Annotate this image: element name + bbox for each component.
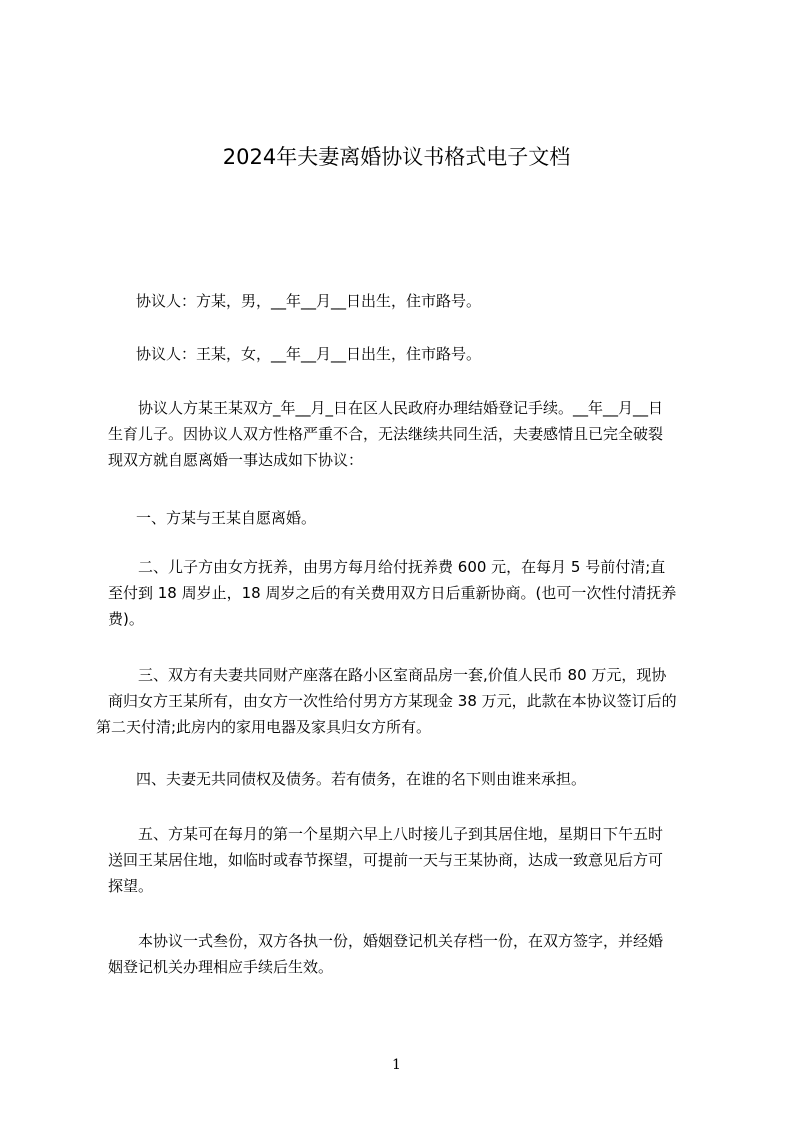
- clause-4: 四、夫妻无共同债权及债务。若有债务，在谁的名下则由谁来承担。: [136, 770, 587, 788]
- clause-5-line-3: 探望。: [108, 877, 154, 895]
- clause-3: [96, 662, 700, 740]
- clause-5-line-1: 五、方某可在每月的第一个星期六早上八时接儿子到其居住地，星期日下午五时: [138, 825, 664, 843]
- closing-line-1: 本协议一式叁份，双方各执一份，婚姻登记机关存档一份，在双方签字，并经婚: [138, 932, 664, 950]
- party2-line: 协议人：王某，女，__年__月__日出生，住市路号。: [136, 345, 482, 363]
- clause-2-line-1: 二、儿子方由女方抚养，由男方每月给付抚养费 600 元，在每月 5 号前付清;直: [138, 558, 666, 576]
- clause-3-line-2: 商归女方王某所有，由女方一次性给付男方方某现金 38 万元，此款在本协议签订后的: [108, 692, 677, 710]
- intro-paragraph: [96, 395, 700, 473]
- clause-2: [96, 554, 700, 632]
- clause-3-line-3: 第二天付清;此房内的家用电器及家具归女方所有。: [96, 718, 432, 736]
- clause-3-line-1: 三、双方有夫妻共同财产座落在路小区室商品房一套,价值人民币 80 万元，现协: [138, 666, 667, 684]
- clause-5-line-2: 送回王某居住地，如临时或春节探望，可提前一天与王某协商，达成一致意见后方可: [108, 851, 664, 869]
- page-number: 1: [392, 1057, 401, 1073]
- clause-1: 一、方某与王某自愿离婚。: [136, 509, 317, 527]
- party1-line: 协议人：方某，男，__年__月__日出生，住市路号。: [136, 292, 482, 310]
- closing-line-2: 姻登记机关办理相应手续后生效。: [108, 958, 334, 976]
- closing-paragraph: [96, 928, 700, 980]
- intro-line-1: 协议人方某王某双方_年__月_日在区人民政府办理结婚登记手续。__年__月__日: [138, 399, 664, 417]
- clause-2-line-3: 费)。: [108, 610, 144, 628]
- intro-line-2: 生育儿子。因协议人双方性格严重不合，无法继续共同生活，夫妻感情且已完全破裂: [108, 425, 664, 443]
- clause-2-line-2: 至付到 18 周岁止，18 周岁之后的有关费用双方日后重新协商。(也可一次性付清抚养: [108, 584, 677, 602]
- clause-5: [96, 821, 700, 899]
- document-title: 2024年夫妻离婚协议书格式电子文档: [222, 145, 571, 169]
- intro-line-3: 现双方就自愿离婚一事达成如下协议：: [108, 451, 364, 469]
